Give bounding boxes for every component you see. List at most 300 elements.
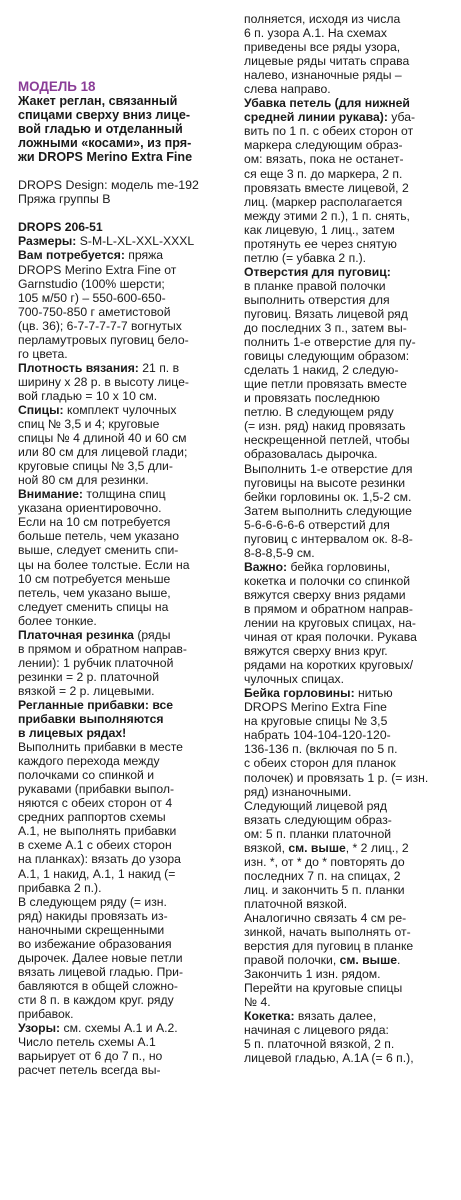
- text-line: [244, 1009, 450, 1023]
- text-line: [18, 824, 226, 838]
- body-text: набрать 104-104-120-120-: [244, 728, 391, 743]
- left-column: [18, 0, 226, 1077]
- body-text: Следующий лицевой ряд: [244, 798, 388, 813]
- body-text: (ряды: [137, 627, 171, 642]
- body-text: № 4.: [244, 995, 271, 1010]
- text-line: [18, 487, 226, 501]
- body-text: перламутровых пуговиц бело-: [18, 332, 189, 347]
- text-line: [18, 670, 226, 684]
- body-text: платочной вязкой.: [244, 896, 348, 911]
- text-line: [244, 602, 450, 616]
- body-text: больше петель, чем указано: [18, 529, 180, 544]
- text-line: [244, 995, 450, 1009]
- body-text: прибавка 2 п.).: [18, 880, 102, 895]
- body-text: вой гладью = 10 x 10 см.: [18, 388, 158, 403]
- bold-text: DROPS 206-51: [18, 220, 103, 235]
- text-line: [244, 644, 450, 658]
- body-text: зинкой, начать выполнять от-: [244, 925, 411, 940]
- text-line: [18, 263, 226, 277]
- body-text: средних раппортов схемы: [18, 810, 166, 825]
- text-line: [244, 560, 450, 574]
- body-text: говицы следующим образом:: [244, 349, 410, 364]
- body-text: толщина спиц: [86, 487, 166, 502]
- body-text: 5-6-6-6-6-6 отверстий для: [244, 517, 390, 532]
- body-text: до последних 3 п., затем вы-: [244, 321, 407, 336]
- text-line: [244, 419, 450, 433]
- text-line: [244, 40, 450, 54]
- text-line: [244, 981, 450, 995]
- text-line: [18, 810, 226, 824]
- bold-text: см. выше: [339, 953, 398, 968]
- text-line: [18, 220, 226, 234]
- body-text: расчет петель всегда вы-: [18, 1063, 161, 1078]
- bold-text: Убавка петель (для нижней: [244, 96, 410, 111]
- body-text: более тонкие.: [18, 613, 97, 628]
- body-text: дырочек. Далее новые петли: [18, 950, 183, 965]
- text-line: [244, 82, 450, 96]
- bold-text: Кокетка:: [244, 1009, 298, 1024]
- text-line: [244, 349, 450, 363]
- body-text: вить по 1 п. с обеих сторон от: [244, 124, 414, 139]
- text-line: [18, 614, 226, 628]
- body-text: см. схемы A.1 и A.2.: [63, 1021, 178, 1036]
- body-text: вяжутся сверху вниз рядами: [244, 587, 406, 602]
- text-line: [244, 181, 450, 195]
- body-text: в схеме A.1 с обеих сторон: [18, 838, 172, 853]
- text-line: [244, 925, 450, 939]
- body-text: в планке правой полочки: [244, 278, 386, 293]
- text-line: [18, 782, 226, 796]
- body-text: наночными скрещенными: [18, 922, 165, 937]
- body-text: 105 м/50 г) – 550-600-650-: [18, 290, 166, 305]
- body-text: в прямом и обратном направ-: [244, 601, 413, 616]
- body-text: правой полочки,: [244, 953, 340, 968]
- text-line: [18, 586, 226, 600]
- text-line: [244, 110, 450, 124]
- text-line: [18, 234, 226, 248]
- text-line: [18, 881, 226, 895]
- body-text: комплект чулочных: [67, 402, 177, 417]
- body-text: или 80 см для лицевой глади;: [18, 445, 188, 460]
- body-text: A.1, не выполнять прибавки: [18, 824, 177, 839]
- text-line: [18, 558, 226, 572]
- text-line: [18, 375, 226, 389]
- bold-text: Размеры:: [18, 234, 80, 249]
- body-text: (цв. 36); 6-7-7-7-7-7 вогнутых: [18, 318, 182, 333]
- body-text: нитью: [358, 686, 393, 701]
- text-line: [18, 867, 226, 881]
- text-line: [18, 796, 226, 810]
- text-line: [244, 293, 450, 307]
- body-text: (= изн. ряд) накид провязать: [244, 419, 406, 434]
- bold-text: средней линии рукава):: [244, 110, 392, 125]
- body-text: няются с обеих сторон от 4: [18, 796, 173, 811]
- text-line: [18, 642, 226, 656]
- text-line: [244, 771, 450, 785]
- text-line: [18, 572, 226, 586]
- text-line: [244, 953, 450, 967]
- body-text: В следующем ряду (= изн.: [18, 894, 167, 909]
- body-text: в прямом и обратном направ-: [18, 641, 187, 656]
- text-line: [244, 377, 450, 391]
- body-text: с обеих сторон для планок: [244, 756, 396, 771]
- text-line: [244, 785, 450, 799]
- body-text: 6 п. узора A.1. На схемах: [244, 26, 387, 41]
- text-line: [18, 192, 226, 206]
- text-line: [244, 307, 450, 321]
- body-text: последних 7 п. на спицах, 2: [244, 868, 401, 883]
- bold-text: жи DROPS Merino Extra Fine: [18, 150, 193, 165]
- body-text: ширину x 28 р. в высоту лице-: [18, 374, 189, 389]
- text-line: [18, 937, 226, 951]
- text-line: [244, 26, 450, 40]
- body-text: и провязать последнюю: [244, 391, 380, 406]
- body-text: варьирует от 6 до 7 п., но: [18, 1049, 163, 1064]
- body-text: вязать лицевой гладью. При-: [18, 964, 184, 979]
- text-line: [18, 1063, 226, 1077]
- text-line: [18, 501, 226, 515]
- text-line: [244, 700, 450, 714]
- body-text: спицы № 4 длиной 40 и 60 см: [18, 431, 187, 446]
- bold-text: спицами сверху вниз лице-: [18, 108, 191, 123]
- text-line: [244, 728, 450, 742]
- text-line: [18, 108, 226, 122]
- text-line: [18, 726, 226, 740]
- body-text: пуговиц с интервалом ок. 8-8-: [244, 531, 413, 546]
- body-text: на круговые спицы № 3,5: [244, 714, 388, 729]
- body-text: .: [397, 953, 401, 968]
- body-text: спиц № 3,5 и 4; круговые: [18, 417, 160, 432]
- body-text: рукавами (прибавки выпол-: [18, 782, 175, 797]
- body-text: 21 п. в: [142, 360, 180, 375]
- text-line: [244, 138, 450, 152]
- body-text: сти 8 п. в каждом круг. ряду: [18, 992, 174, 1007]
- text-line: [18, 740, 226, 754]
- text-line: [18, 333, 226, 347]
- text-line: [244, 714, 450, 728]
- body-text: верстия для пуговиц в планке: [244, 939, 414, 954]
- text-line: [244, 574, 450, 588]
- text-line: [244, 911, 450, 925]
- text-line: [244, 883, 450, 897]
- body-text: полнить 1-е отверстие для пу-: [244, 335, 416, 350]
- bold-text: Вам потребуется:: [18, 248, 129, 263]
- bold-text: Регланные прибавки: все: [18, 697, 174, 712]
- body-text: цы на более толстые. Если на: [18, 557, 190, 572]
- text-line: [244, 490, 450, 504]
- body-text: образовалась дырочка.: [244, 447, 378, 462]
- body-text: провязать вместе лицевой, 2: [244, 180, 409, 195]
- text-line: [18, 965, 226, 979]
- text-line: [18, 389, 226, 403]
- spacer: [18, 0, 226, 80]
- text-line: [18, 909, 226, 923]
- bold-text: см. выше: [288, 840, 346, 855]
- text-line: [18, 445, 226, 459]
- text-line: [18, 305, 226, 319]
- text-line: [18, 698, 226, 712]
- body-text: Закончить 1 изн. рядом.: [244, 967, 381, 982]
- text-line: [244, 335, 450, 349]
- body-text: вязкой = 2 р. лицевыми.: [18, 683, 155, 698]
- body-text: петель, чем указано выше,: [18, 585, 171, 600]
- text-line: [18, 122, 226, 136]
- body-text: A.1, 1 накид, A.1, 1 накид (=: [18, 866, 176, 881]
- body-text: пуговиц. Вязать лицевой ряд: [244, 306, 408, 321]
- text-line: [18, 347, 226, 361]
- text-line: [244, 321, 450, 335]
- text-line: [18, 656, 226, 670]
- body-text: 10 см потребуется меньше: [18, 571, 171, 586]
- body-text: во избежание образования: [18, 936, 172, 951]
- text-line: [18, 515, 226, 529]
- body-text: начиная с лицевого ряда:: [244, 1023, 389, 1038]
- text-line: [18, 979, 226, 993]
- text-line: [18, 895, 226, 909]
- body-text: Если на 10 см потребуется: [18, 515, 171, 530]
- body-text: бейки горловины ок. 1,5-2 см.: [244, 489, 412, 504]
- text-line: [244, 827, 450, 841]
- text-line: [18, 178, 226, 192]
- body-text: ряд) накиды провязать из-: [18, 908, 168, 923]
- body-text: уба-: [391, 110, 416, 125]
- body-text: бавляются в общей сложно-: [18, 978, 178, 993]
- body-text: лиц. и закончить 5 п. планки: [244, 882, 405, 897]
- text-line: [18, 1007, 226, 1021]
- spacer: [244, 0, 450, 12]
- text-line: [244, 686, 450, 700]
- text-line: [244, 756, 450, 770]
- text-line: [244, 855, 450, 869]
- body-text: Число петель схемы A.1: [18, 1035, 156, 1050]
- body-text: вязкой,: [244, 840, 289, 855]
- text-line: [244, 96, 450, 110]
- text-line: [244, 223, 450, 237]
- body-text: каждого перехода между: [18, 754, 160, 769]
- text-line: [18, 80, 226, 94]
- body-text: S-M-L-XL-XXL-XXXL: [79, 234, 195, 249]
- text-line: [244, 433, 450, 447]
- text-line: [244, 546, 450, 560]
- spacer: [18, 164, 226, 178]
- text-line: [244, 1037, 450, 1051]
- text-line: [244, 152, 450, 166]
- bold-text: Отверстия для пуговиц:: [244, 264, 391, 279]
- body-text: DROPS Merino Extra Fine от: [18, 262, 177, 277]
- bold-text: Важно:: [244, 559, 291, 574]
- bold-text: МОДЕЛЬ 18: [18, 79, 96, 94]
- bold-text: Платочная резинка: [18, 627, 138, 642]
- body-text: лиц. (маркер располагается: [244, 194, 403, 209]
- text-line: [18, 403, 226, 417]
- body-text: вязать следующим образ-: [244, 812, 392, 827]
- body-text: 8-8-8,5-9 см.: [244, 545, 315, 560]
- text-line: [18, 993, 226, 1007]
- text-line: [244, 195, 450, 209]
- text-line: [18, 951, 226, 965]
- text-line: [18, 291, 226, 305]
- body-text: резинки = 2 р. платочной: [18, 669, 160, 684]
- bold-text: Жакет реглан, связанный: [18, 94, 178, 109]
- text-line: [244, 1023, 450, 1037]
- text-line: [18, 94, 226, 108]
- text-line: [18, 459, 226, 473]
- body-text: лицевой гладью, A.1A (= 6 п.),: [244, 1051, 414, 1066]
- text-line: [244, 124, 450, 138]
- body-text: чулочных спицах.: [244, 672, 344, 687]
- text-line: [18, 1021, 226, 1035]
- body-text: как лицевую, 1 лиц., затем: [244, 222, 395, 237]
- body-text: щие петли провязать вместе: [244, 377, 407, 392]
- body-text: рядами на коротких круговых/: [244, 658, 414, 673]
- text-line: [18, 684, 226, 698]
- text-line: [244, 658, 450, 672]
- text-line: [18, 473, 226, 487]
- body-text: маркера следующим образ-: [244, 138, 403, 153]
- bold-text: ложными «косами», из пря-: [18, 136, 192, 151]
- text-line: [244, 799, 450, 813]
- bold-text: Внимание:: [18, 487, 87, 502]
- body-text: вяжутся сверху вниз круг.: [244, 644, 388, 659]
- body-text: слева направо.: [244, 82, 331, 97]
- bold-text: прибавки выполняются: [18, 712, 164, 727]
- body-text: чиная от края полочки. Рукава: [244, 630, 417, 645]
- body-text: на планках): вязать до узора: [18, 852, 181, 867]
- text-line: [244, 939, 450, 953]
- text-line: [18, 1049, 226, 1063]
- text-line: [244, 363, 450, 377]
- body-text: протянуть ее через снятую: [244, 236, 397, 251]
- body-text: лении): 1 рубчик платочной: [18, 655, 174, 670]
- body-text: Перейти на круговые спицы: [244, 981, 403, 996]
- text-line: [244, 672, 450, 686]
- body-text: вязать далее,: [297, 1009, 377, 1024]
- body-text: приведены все ряды узора,: [244, 40, 401, 55]
- text-line: [18, 600, 226, 614]
- text-line: [244, 813, 450, 827]
- body-text: следует сменить спицы на: [18, 599, 169, 614]
- body-text: выполнить отверстия для: [244, 292, 390, 307]
- body-text: 5 п. платочной вязкой, 2 п.: [244, 1037, 395, 1052]
- text-line: [244, 209, 450, 223]
- text-line: [18, 417, 226, 431]
- body-text: выше, следует сменить спи-: [18, 543, 179, 558]
- body-text: круговые спицы № 3,5 дли-: [18, 459, 173, 474]
- text-line: [18, 529, 226, 543]
- body-text: полняется, исходя из числа: [244, 12, 401, 26]
- bold-text: Плотность вязания:: [18, 360, 143, 375]
- text-line: [244, 237, 450, 251]
- body-text: прибавок.: [18, 1007, 74, 1021]
- body-text: сделать 1 накид, 2 следую-: [244, 363, 399, 378]
- body-text: ся еще 3 п. до маркера, 2 п.: [244, 166, 403, 181]
- text-line: [244, 630, 450, 644]
- text-line: [244, 265, 450, 279]
- body-text: 136-136 п. (включая по 5 п.: [244, 742, 398, 757]
- body-text: Затем выполнить следующие: [244, 503, 412, 518]
- text-line: [244, 476, 450, 490]
- text-line: [18, 319, 226, 333]
- body-text: , * 2 лиц., 2: [345, 840, 409, 855]
- body-text: петлю (= убавка 2 п.).: [244, 250, 367, 265]
- text-line: [244, 967, 450, 981]
- text-line: [18, 838, 226, 852]
- right-column: [244, 0, 450, 1066]
- text-line: [244, 518, 450, 532]
- text-line: [244, 588, 450, 602]
- body-text: полочек) и провязать 1 р. (= изн.: [244, 770, 429, 785]
- text-line: [18, 543, 226, 557]
- body-text: пуговицы на высоте резинки: [244, 475, 406, 490]
- body-text: Выполнить прибавки в месте: [18, 740, 183, 755]
- text-line: [18, 431, 226, 445]
- text-line: [244, 532, 450, 546]
- body-text: 700-750-850 г аметистовой: [18, 304, 171, 319]
- text-line: [244, 616, 450, 630]
- text-line: [244, 447, 450, 461]
- text-line: [244, 897, 450, 911]
- text-line: [18, 1035, 226, 1049]
- text-line: [244, 251, 450, 265]
- body-text: изн. *, от * до * повторять до: [244, 854, 405, 869]
- text-line: [244, 405, 450, 419]
- body-text: ом: 5 п. планки платочной: [244, 826, 392, 841]
- bold-text: вой гладью и отделанный: [18, 122, 183, 137]
- text-line: [244, 391, 450, 405]
- body-text: ряд) изнаночными.: [244, 784, 352, 799]
- text-line: [18, 628, 226, 642]
- bold-text: Спицы:: [18, 402, 67, 417]
- bold-text: Узоры:: [18, 1021, 64, 1036]
- text-line: [18, 248, 226, 262]
- text-line: [18, 923, 226, 937]
- text-line: [18, 768, 226, 782]
- body-text: DROPS Merino Extra Fine: [244, 700, 387, 715]
- body-text: между этими 2 п.), 1 п. снять,: [244, 208, 410, 223]
- body-text: лении на круговых спицах, на-: [244, 616, 416, 631]
- text-line: [18, 150, 226, 164]
- body-text: указана ориентировочно.: [18, 501, 162, 516]
- text-line: [244, 462, 450, 476]
- text-line: [244, 167, 450, 181]
- body-text: кокетка и полочки со спинкой: [244, 573, 411, 588]
- body-text: Garnstudio (100% шерсти;: [18, 276, 165, 291]
- text-line: [244, 869, 450, 883]
- body-text: лицевые ряды читать справа: [244, 54, 410, 69]
- text-line: [244, 12, 450, 26]
- body-text: ом: вязать, пока не останет-: [244, 152, 404, 167]
- body-text: Аналогично связать 4 см ре-: [244, 911, 407, 925]
- body-text: ной 80 см для резинки.: [18, 473, 149, 488]
- text-line: [244, 54, 450, 68]
- text-line: [18, 712, 226, 726]
- text-line: [18, 277, 226, 291]
- text-line: [244, 1051, 450, 1065]
- body-text: нескрещенной петлей, чтобы: [244, 433, 410, 448]
- text-line: [244, 742, 450, 756]
- text-line: [18, 852, 226, 866]
- body-text: налево, изнаночные ряды –: [244, 68, 402, 83]
- body-text: пряжа: [128, 248, 164, 263]
- text-line: [244, 504, 450, 518]
- body-text: бейка горловины,: [290, 559, 391, 574]
- text-line: [18, 361, 226, 375]
- body-text: полочками со спинкой и: [18, 768, 155, 783]
- body-text: Выполнить 1-е отверстие для: [244, 461, 413, 476]
- text-line: [18, 136, 226, 150]
- body-text: Пряжа группы B: [18, 192, 111, 207]
- bold-text: Бейка горловины:: [244, 686, 359, 701]
